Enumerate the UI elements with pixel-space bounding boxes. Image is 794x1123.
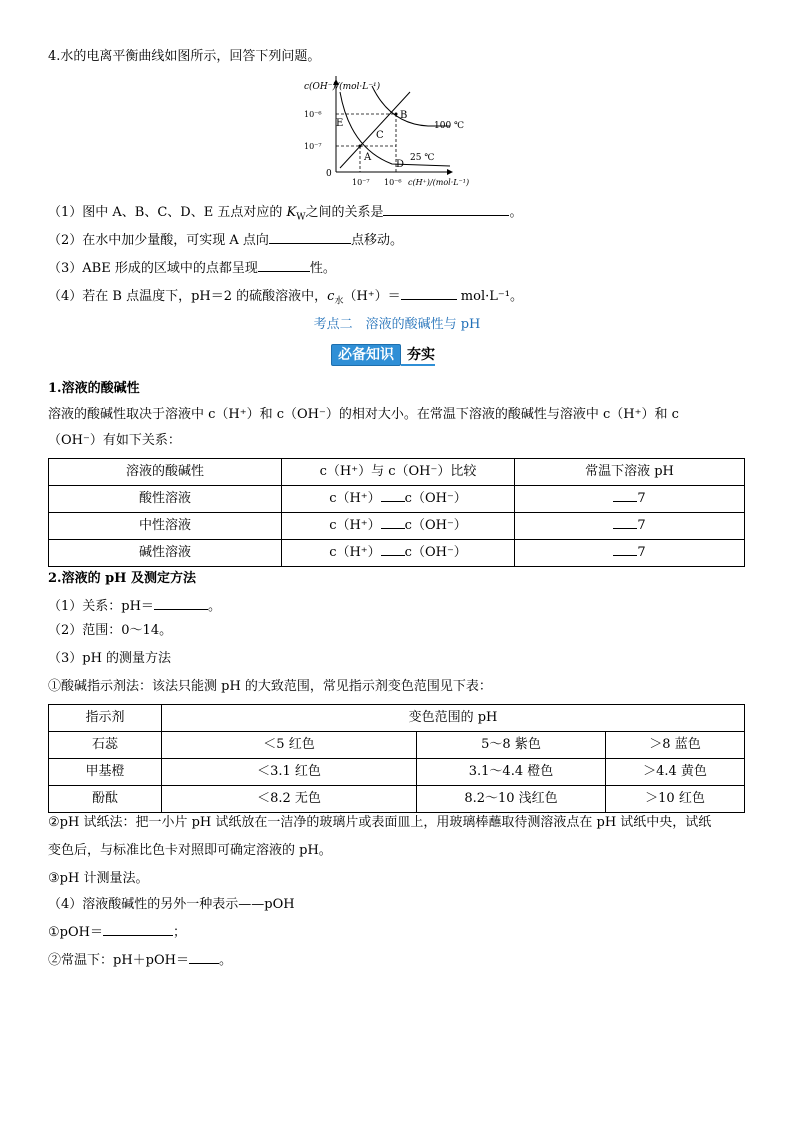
table-row: 碱性溶液 c（H⁺） c（OH⁻） 7 <box>49 540 745 567</box>
point-c-label: C <box>376 130 384 141</box>
point-e-label: E <box>336 118 344 129</box>
part2-relation: （1）关系：pH＝ 。 <box>48 596 221 616</box>
answer-blank[interactable] <box>613 515 637 529</box>
meter-method: ③pH 计测量法。 <box>48 871 149 886</box>
badge-suffix: 夯实 <box>401 344 435 366</box>
section-title: 考点二 溶液的酸碱性与 pH <box>313 317 481 332</box>
answer-blank[interactable] <box>613 488 637 502</box>
x-tick-1: 10⁻⁷ <box>352 178 370 187</box>
point-d-label: D <box>396 159 405 170</box>
section-badge <box>331 344 435 366</box>
paper-method-line2: 变色后，与标准比色卡对照即可确定溶液的 pH。 <box>48 843 332 858</box>
part1-desc-line1: 溶液的酸碱性取决于溶液中 c（H⁺）和 c（OH⁻）的相对大小。在常温下溶液的酸碱性与溶液中 c（H⁺）和 c <box>48 407 679 422</box>
table-header: c（H⁺）与 c（OH⁻）比较 <box>282 459 515 486</box>
part2-heading: 2.溶液的 pH 及测定方法 <box>48 571 196 586</box>
paper-method-line1: ②pH 试纸法：把一小片 pH 试纸放在一洁净的玻璃片或表面皿上，用玻璃棒蘸取待测溶液点在 pH 试纸中央，试纸 <box>48 815 712 830</box>
answer-blank[interactable] <box>613 542 637 556</box>
indicator-table <box>48 704 745 813</box>
neutral-line <box>340 92 410 168</box>
water-ionization-graph <box>300 76 500 196</box>
answer-blank[interactable] <box>189 950 219 964</box>
y-tick-1: 10⁻⁶ <box>304 110 322 119</box>
badge-label: 必备知识 <box>331 344 401 366</box>
answer-blank[interactable] <box>383 202 509 216</box>
curve-25-label: 25 ℃ <box>410 153 435 163</box>
answer-blank[interactable] <box>401 286 457 300</box>
table-row: 酚酞 ＜8.2 无色 8.2～10 浅红色 ＞10 红色 <box>49 786 745 813</box>
table-header: 常温下溶液 pH <box>515 459 745 486</box>
q4-sub3: （3）ABE 形成的区域中的点都呈现 性。 <box>48 258 336 278</box>
table-header: 溶液的酸碱性 <box>49 459 282 486</box>
q4-sub2: （2）在水中加少量酸，可实现 A 点向 点移动。 <box>48 230 403 250</box>
curve-100-label: 100 ℃ <box>434 121 465 131</box>
answer-blank[interactable] <box>381 542 405 556</box>
acidity-table <box>48 458 745 567</box>
point-b-label: B <box>400 110 408 121</box>
table-row: 酸性溶液 c（H⁺） c（OH⁻） 7 <box>49 486 745 513</box>
x-tick-2: 10⁻⁶ <box>384 178 402 187</box>
table-row: 甲基橙 ＜3.1 红色 3.1～4.4 橙色 ＞4.4 黄色 <box>49 759 745 786</box>
y-tick-2: 10⁻⁷ <box>304 142 322 151</box>
answer-blank[interactable] <box>258 258 310 272</box>
y-axis-label: c(OH⁻)/(mol·L⁻¹) <box>304 82 381 92</box>
q4-sub4: （4）若在 B 点温度下，pH＝2 的硫酸溶液中，$c_水(H^+)= mol\cdot L^{-1}$。 <box>48 286 523 311</box>
answer-blank[interactable] <box>381 515 405 529</box>
part1-desc-line2: （OH⁻）有如下关系： <box>48 433 181 448</box>
poh-intro: （4）溶液酸碱性的另外一种表示——pOH <box>48 897 295 912</box>
poh-sum: ②常温下：pH＋pOH＝ 。 <box>48 950 232 970</box>
indicator-intro: ①酸碱指示剂法：该法只能测 pH 的大致范围，常见指示剂变色范围见下表： <box>48 679 492 694</box>
answer-blank[interactable] <box>381 488 405 502</box>
q4-sub1: （1）图中 A、B、C、D、E 五点对应的 $K_W$之间的关系是 。 <box>48 202 523 227</box>
table-header-row: 指示剂 变色范围的 pH <box>49 705 745 732</box>
q4-title: 4.水的电离平衡曲线如图所示，回答下列问题。 <box>48 49 321 64</box>
origin-label: 0 <box>326 169 332 179</box>
point-a-label: A <box>364 152 372 163</box>
part1-heading: 1.溶液的酸碱性 <box>48 381 140 396</box>
answer-blank[interactable] <box>154 596 208 610</box>
table-row: 石蕊 ＜5 红色 5～8 紫色 ＞8 蓝色 <box>49 732 745 759</box>
table-header-row <box>49 459 745 486</box>
poh-definition: ①pOH＝ ； <box>48 922 186 942</box>
part2-methods: （3）pH 的测量方法 <box>48 651 172 666</box>
x-axis-arrow-icon <box>447 169 453 175</box>
answer-blank[interactable] <box>269 230 351 244</box>
part2-range: （2）范围：0～14。 <box>48 623 173 638</box>
x-axis-label: c(H⁺)/(mol·L⁻¹) <box>408 178 470 187</box>
answer-blank[interactable] <box>103 922 173 936</box>
table-row: 中性溶液 c（H⁺） c（OH⁻） 7 <box>49 513 745 540</box>
